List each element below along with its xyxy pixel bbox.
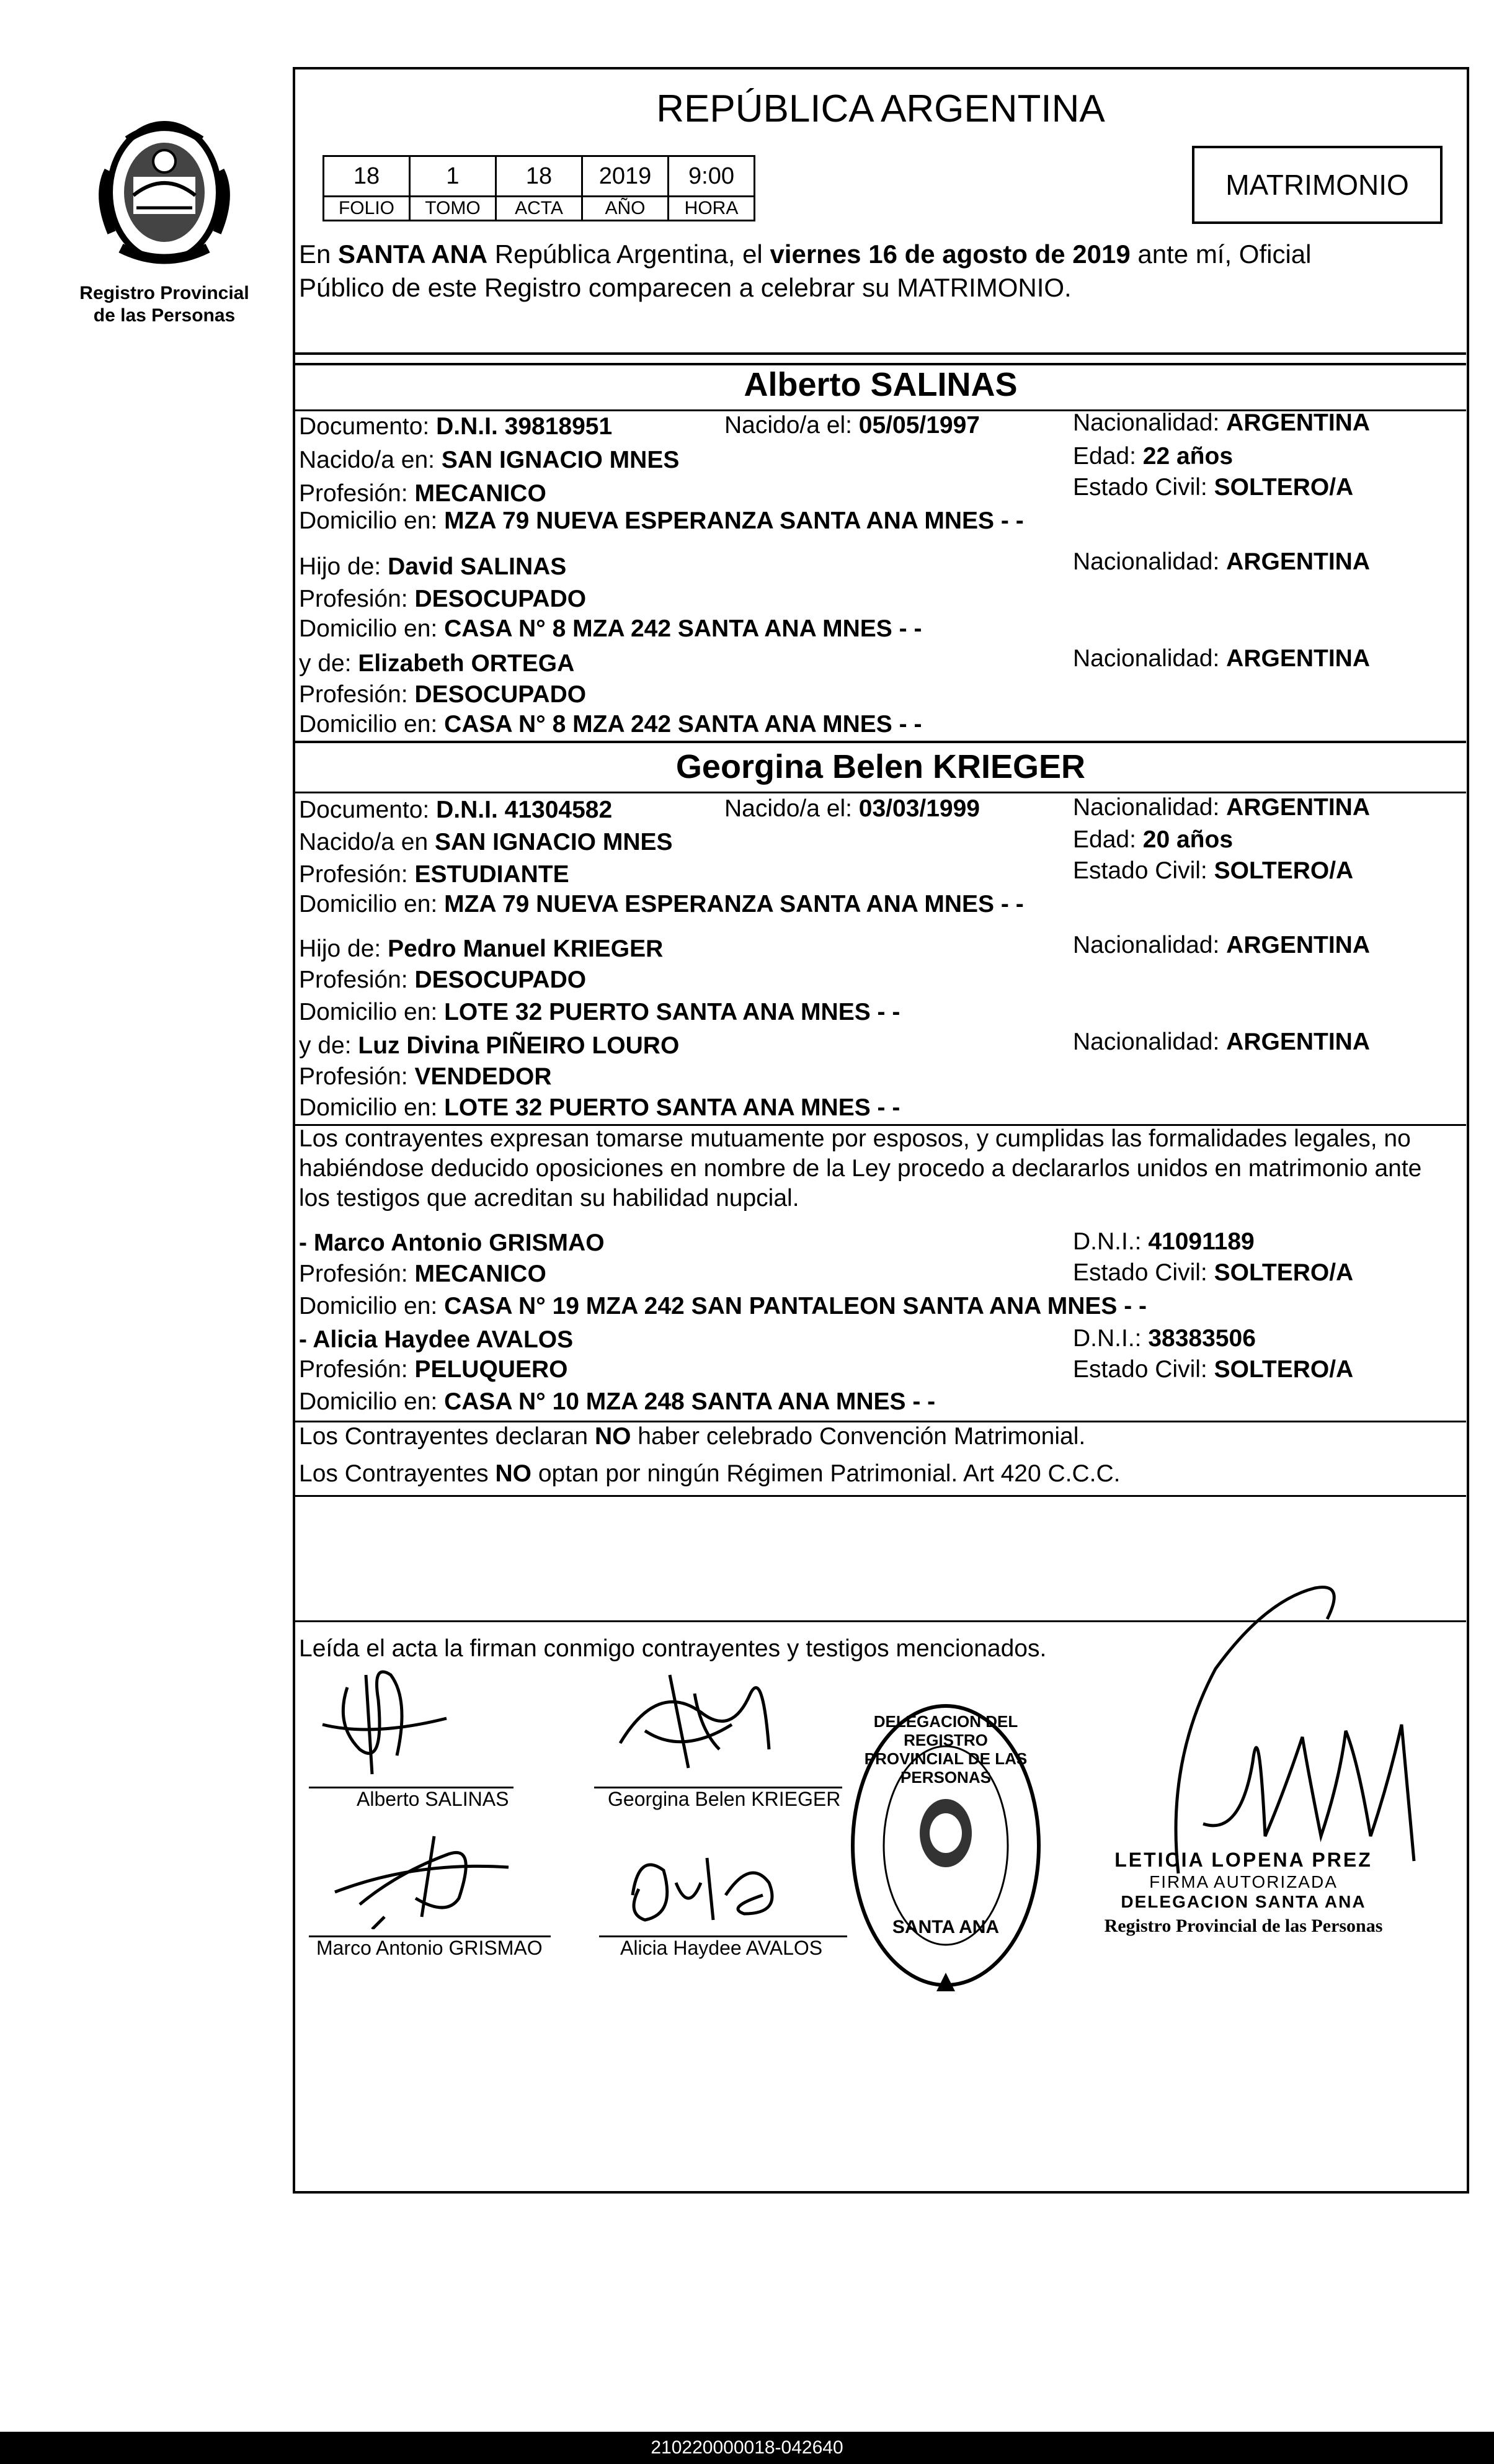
witness2-civil: Estado Civil: SOLTERO/A (1073, 1356, 1354, 1383)
intro-line-1: En SANTA ANA República Argentina, el viernes 16 de agosto de 2019 ante mí, Oficial (299, 239, 1312, 269)
signature-caption-alicia: Alicia Haydee AVALOS (620, 1937, 823, 1959)
spouse1-profession: Profesión: MECANICO (299, 480, 546, 507)
signature-caption-georgina: Georgina Belen KRIEGER (608, 1788, 841, 1810)
spouse2-civil: Estado Civil: SOLTERO/A (1073, 857, 1354, 884)
registry-name: Registro Provincial de las Personas (79, 283, 249, 326)
declaration-line-1: Los contrayentes expresan tomarse mutuamente por esposos, y cumplidas las formalidades legales, no (299, 1125, 1411, 1152)
document-code: 210220000018-042640 (0, 2432, 1494, 2464)
signature-georgina (608, 1656, 794, 1787)
spouse1-age: Edad: 22 años (1073, 443, 1234, 470)
declaration-line-2: habiéndose deducido oposiciones en nombre de la Ley procedo a declararlos unidos en matrimonio ante (299, 1155, 1422, 1182)
witness1-civil: Estado Civil: SOLTERO/A (1073, 1259, 1354, 1286)
signature-officer (1141, 1576, 1433, 1886)
spouse2-father: Hijo de: Pedro Manuel KRIEGER (299, 935, 664, 962)
spouse1-doc: Documento: D.N.I. 39818951 (299, 413, 613, 440)
witness1-address: Domicilio en: CASA N° 19 MZA 242 SAN PANTALEON SANTA ANA MNES - - (299, 1293, 1147, 1319)
signature-marco (322, 1824, 521, 1929)
spouse1-mother-nat: Nacionalidad: ARGENTINA (1073, 645, 1371, 672)
spouse1-father-address: Domicilio en: CASA N° 8 MZA 242 SANTA ANA MNES - - (299, 615, 922, 642)
divider (293, 1421, 1466, 1422)
registry-logo (84, 115, 245, 276)
spouse1-name: Alberto SALINAS (744, 366, 1018, 403)
spouse1-address: Domicilio en: MZA 79 NUEVA ESPERANZA SANTA ANA MNES - - (299, 507, 1024, 534)
divider (293, 741, 1466, 743)
spouse1-birthplace: Nacido/a en: SAN IGNACIO MNES (299, 447, 680, 473)
spouse2-mother: y de: Luz Divina PIÑEIRO LOURO (299, 1032, 680, 1059)
divider (293, 352, 1466, 355)
spouse2-mother-nat: Nacionalidad: ARGENTINA (1073, 1029, 1371, 1055)
witness2-dni: D.N.I.: 38383506 (1073, 1325, 1256, 1352)
registry-table (322, 155, 755, 221)
seal-city: SANTA ANA (892, 1917, 1000, 1937)
officer-name: LETICIA LOPENA PREZ (1114, 1849, 1372, 1871)
spouse2-mother-address: Domicilio en: LOTE 32 PUERTO SANTA ANA MNES - - (299, 1094, 900, 1121)
hour-label: HORA (669, 197, 755, 221)
signature-caption-alberto: Alberto SALINAS (357, 1788, 509, 1810)
intro-line-2: Público de este Registro comparecen a celebrar su MATRIMONIO. (299, 273, 1072, 302)
divider (293, 1495, 1466, 1497)
witness2-profession: Profesión: PELUQUERO (299, 1356, 568, 1383)
folio-label: FOLIO (324, 197, 410, 221)
tomo-label: TOMO (410, 197, 496, 221)
spouse2-address: Domicilio en: MZA 79 NUEVA ESPERANZA SANTA ANA MNES - - (299, 891, 1024, 917)
officer-role-2: DELEGACION SANTA ANA (1121, 1892, 1366, 1911)
spouse2-name: Georgina Belen KRIEGER (675, 748, 1086, 785)
divider (293, 792, 1466, 793)
witness1-name: - Marco Antonio GRISMAO (299, 1230, 605, 1256)
year-value: 2019 (582, 156, 669, 197)
signature-alicia (614, 1846, 800, 1939)
spouse2-father-nat: Nacionalidad: ARGENTINA (1073, 932, 1371, 958)
officer-role-3: Registro Provincial de las Personas (1104, 1916, 1383, 1936)
spouse2-age: Edad: 20 años (1073, 826, 1234, 853)
patrimonial-line-1: Los Contrayentes declaran NO haber celebrado Convención Matrimonial. (299, 1423, 1086, 1450)
witness1-dni: D.N.I.: 41091189 (1073, 1228, 1255, 1255)
spouse1-father-nat: Nacionalidad: ARGENTINA (1073, 548, 1371, 575)
officer-role-1: FIRMA AUTORIZADA (1149, 1872, 1338, 1891)
acta-label: ACTA (496, 197, 582, 221)
declaration-line-3: los testigos que acreditan su habilidad nupcial. (299, 1185, 799, 1212)
patrimonial-line-2: Los Contrayentes NO optan por ningún Régimen Patrimonial. Art 420 C.C.C. (299, 1460, 1121, 1487)
year-label: AÑO (582, 197, 669, 221)
spouse1-nat: Nacionalidad: ARGENTINA (1073, 409, 1371, 436)
spouse2-nat: Nacionalidad: ARGENTINA (1073, 794, 1371, 821)
spouse1-mother-address: Domicilio en: CASA N° 8 MZA 242 SANTA ANA MNES - - (299, 711, 922, 738)
spouse2-father-profession: Profesión: DESOCUPADO (299, 966, 587, 993)
reading-statement: Leída el acta la firman conmigo contrayentes y testigos mencionados. (299, 1635, 1047, 1662)
spouse2-birthplace: Nacido/a en SAN IGNACIO MNES (299, 829, 673, 855)
spouse2-father-address: Domicilio en: LOTE 32 PUERTO SANTA ANA MNES - - (299, 999, 900, 1025)
spouse2-profession: Profesión: ESTUDIANTE (299, 861, 569, 888)
hour-value: 9:00 (669, 156, 755, 197)
country-title: REPÚBLICA ARGENTINA (656, 87, 1105, 130)
witness2-address: Domicilio en: CASA N° 10 MZA 248 SANTA ANA MNES - - (299, 1388, 936, 1415)
witness1-profession: Profesión: MECANICO (299, 1261, 546, 1287)
spouse1-civil: Estado Civil: SOLTERO/A (1073, 474, 1354, 501)
seal-text: DELEGACION DEL REGISTRO PROVINCIAL DE LAS PERSONAS (864, 1712, 1028, 1787)
folio-value: 18 (324, 156, 410, 197)
spouse1-mother: y de: Elizabeth ORTEGA (299, 650, 575, 677)
signature-caption-marco: Marco Antonio GRISMAO (316, 1937, 543, 1959)
spouse1-father-profession: Profesión: DESOCUPADO (299, 586, 587, 612)
witness2-name: - Alicia Haydee AVALOS (299, 1326, 574, 1353)
tomo-value: 1 (410, 156, 496, 197)
spouse2-mother-profession: Profesión: VENDEDOR (299, 1063, 552, 1090)
spouse1-father: Hijo de: David SALINAS (299, 553, 567, 580)
act-type-box: MATRIMONIO (1192, 146, 1443, 224)
spouse2-doc: Documento: D.N.I. 41304582 (299, 797, 613, 823)
spouse2-born: Nacido/a el: 03/03/1999 (724, 795, 980, 822)
acta-value: 18 (496, 156, 582, 197)
spouse1-mother-profession: Profesión: DESOCUPADO (299, 681, 587, 708)
spouse1-born: Nacido/a el: 05/05/1997 (724, 412, 980, 439)
signature-alberto (310, 1650, 471, 1787)
